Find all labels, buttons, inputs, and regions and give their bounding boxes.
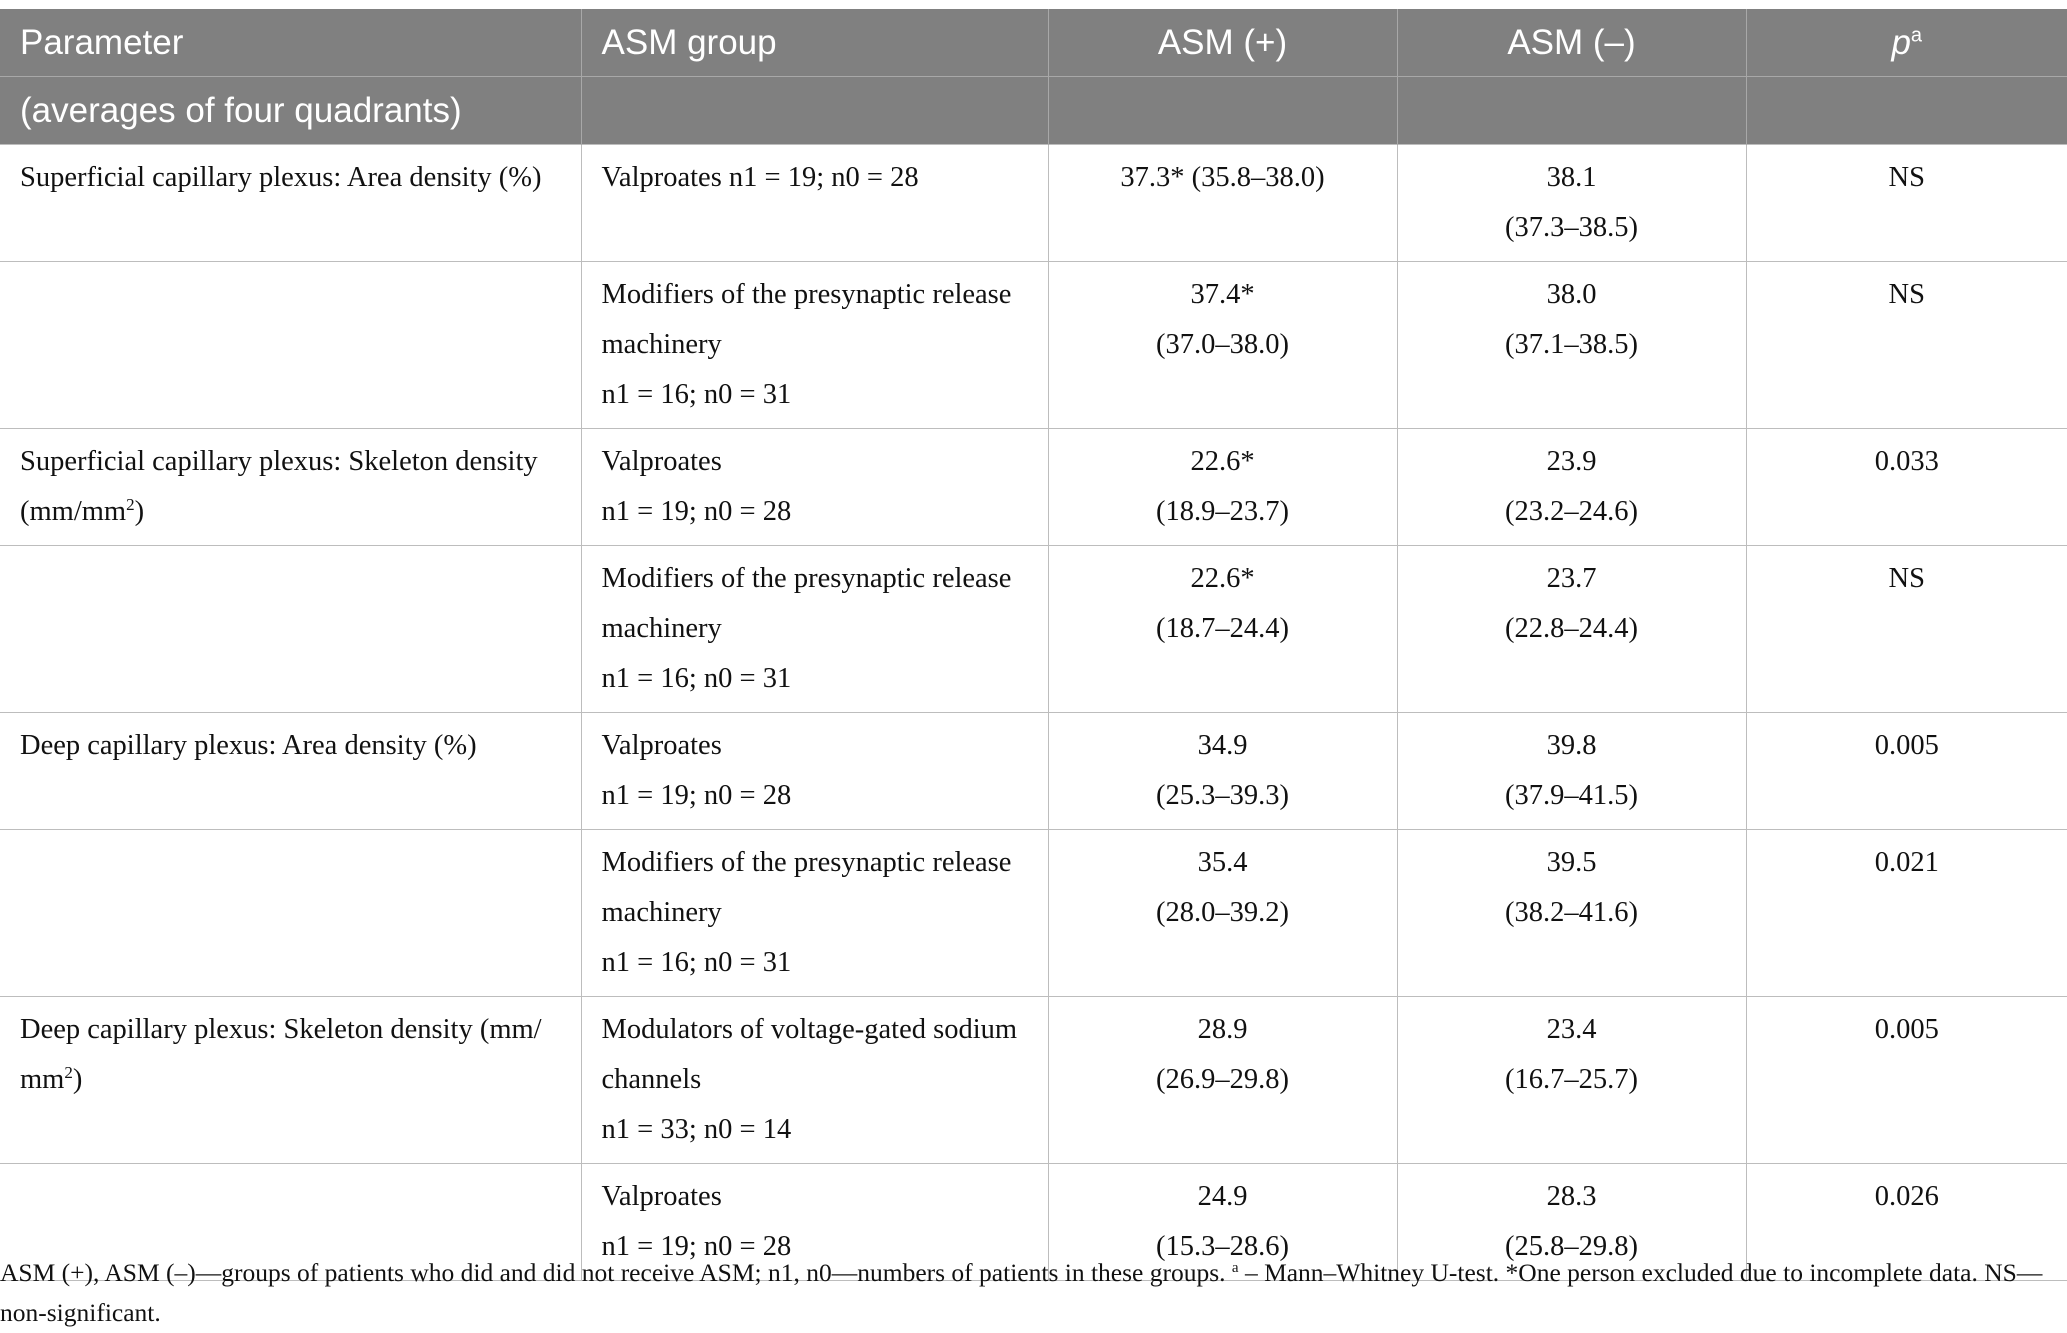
header-asm-plus: ASM (+) bbox=[1048, 9, 1397, 77]
group-cell: Modifiers of the presynaptic release machinery n1 = 16; n0 = 31 bbox=[581, 262, 1048, 429]
asm-plus-cell: 24.9 (15.3–28.6) bbox=[1048, 1164, 1397, 1281]
group-cell: Modulators of voltage-gated sodium channels n1 = 33; n0 = 14 bbox=[581, 997, 1048, 1164]
parameter-cell bbox=[0, 546, 581, 713]
asm-plus-cell: 35.4 (28.0–39.2) bbox=[1048, 830, 1397, 997]
asm-minus-cell: 23.7 (22.8–24.4) bbox=[1397, 546, 1746, 713]
asm-plus-cell: 22.6* (18.9–23.7) bbox=[1048, 429, 1397, 546]
asm-plus-cell: 37.3* (35.8–38.0) bbox=[1048, 145, 1397, 262]
p-value-cell: NS bbox=[1746, 262, 2067, 429]
p-value-cell: 0.005 bbox=[1746, 997, 2067, 1164]
group-cell: Modifiers of the presynaptic release machinery n1 = 16; n0 = 31 bbox=[581, 546, 1048, 713]
header-subrow bbox=[0, 77, 2067, 145]
table-row bbox=[0, 713, 2067, 830]
header-row bbox=[0, 9, 2067, 77]
asm-minus-cell: 38.0 (37.1–38.5) bbox=[1397, 262, 1746, 429]
group-cell: Valproates n1 = 19; n0 = 28 bbox=[581, 429, 1048, 546]
p-value-cell: 0.021 bbox=[1746, 830, 2067, 997]
group-cell: Valproates n1 = 19; n0 = 28 bbox=[581, 713, 1048, 830]
asm-minus-cell: 23.4 (16.7–25.7) bbox=[1397, 997, 1746, 1164]
p-value-cell: NS bbox=[1746, 145, 2067, 262]
table-row bbox=[0, 830, 2067, 997]
group-cell: Valproates n1 = 19; n0 = 28 bbox=[581, 145, 1048, 262]
parameter-cell: Deep capillary plexus: Area density (%) bbox=[0, 713, 581, 830]
group-cell: Modifiers of the presynaptic release machinery n1 = 16; n0 = 31 bbox=[581, 830, 1048, 997]
header-parameter-subtitle: (averages of four quadrants) bbox=[0, 77, 581, 145]
table-footnote: ASM (+), ASM (–)—groups of patients who did and did not receive ASM; n1, n0—numbers of patients in these groups. $^a$ – Mann–Whitney U-test. *One person excluded due to incomplete data. NS—non-significant. bbox=[0, 1258, 2043, 1327]
header-parameter: Parameter bbox=[0, 9, 581, 77]
table-row bbox=[0, 429, 2067, 546]
asm-minus-cell: 23.9 (23.2–24.6) bbox=[1397, 429, 1746, 546]
results-table bbox=[0, 9, 2067, 1281]
asm-minus-cell: 38.1 (37.3–38.5) bbox=[1397, 145, 1746, 262]
p-value-cell: 0.033 bbox=[1746, 429, 2067, 546]
header-asm-group: ASM group bbox=[581, 9, 1048, 77]
p-value-cell: NS bbox=[1746, 546, 2067, 713]
table-row bbox=[0, 997, 2067, 1164]
group-cell: Valproates n1 = 19; n0 = 28 bbox=[581, 1164, 1048, 1281]
asm-plus-cell: 37.4* (37.0–38.0) bbox=[1048, 262, 1397, 429]
asm-minus-cell: 28.3 (25.8–29.8) bbox=[1397, 1164, 1746, 1281]
table-row bbox=[0, 262, 2067, 429]
p-value-cell: 0.005 bbox=[1746, 713, 2067, 830]
parameter-cell: Superficial capillary plexus: Area density (%) bbox=[0, 145, 581, 262]
asm-plus-cell: 22.6* (18.7–24.4) bbox=[1048, 546, 1397, 713]
parameter-cell bbox=[0, 830, 581, 997]
asm-plus-cell: 28.9 (26.9–29.8) bbox=[1048, 997, 1397, 1164]
asm-plus-cell: 34.9 (25.3–39.3) bbox=[1048, 713, 1397, 830]
header-asm-minus: ASM (–) bbox=[1397, 9, 1746, 77]
table-row bbox=[0, 546, 2067, 713]
parameter-cell: Deep capillary plexus: Skeleton density (mm/ $mm^2$) bbox=[0, 997, 581, 1164]
parameter-cell bbox=[0, 262, 581, 429]
asm-minus-cell: 39.8 (37.9–41.5) bbox=[1397, 713, 1746, 830]
p-value-cell: 0.026 bbox=[1746, 1164, 2067, 1281]
parameter-cell: Superficial capillary plexus: Skeleton density $(mm/mm^2)$ bbox=[0, 429, 581, 546]
asm-minus-cell: 39.5 (38.2–41.6) bbox=[1397, 830, 1746, 997]
table-row bbox=[0, 145, 2067, 262]
header-p-value: $p^a$ bbox=[1746, 9, 2067, 77]
